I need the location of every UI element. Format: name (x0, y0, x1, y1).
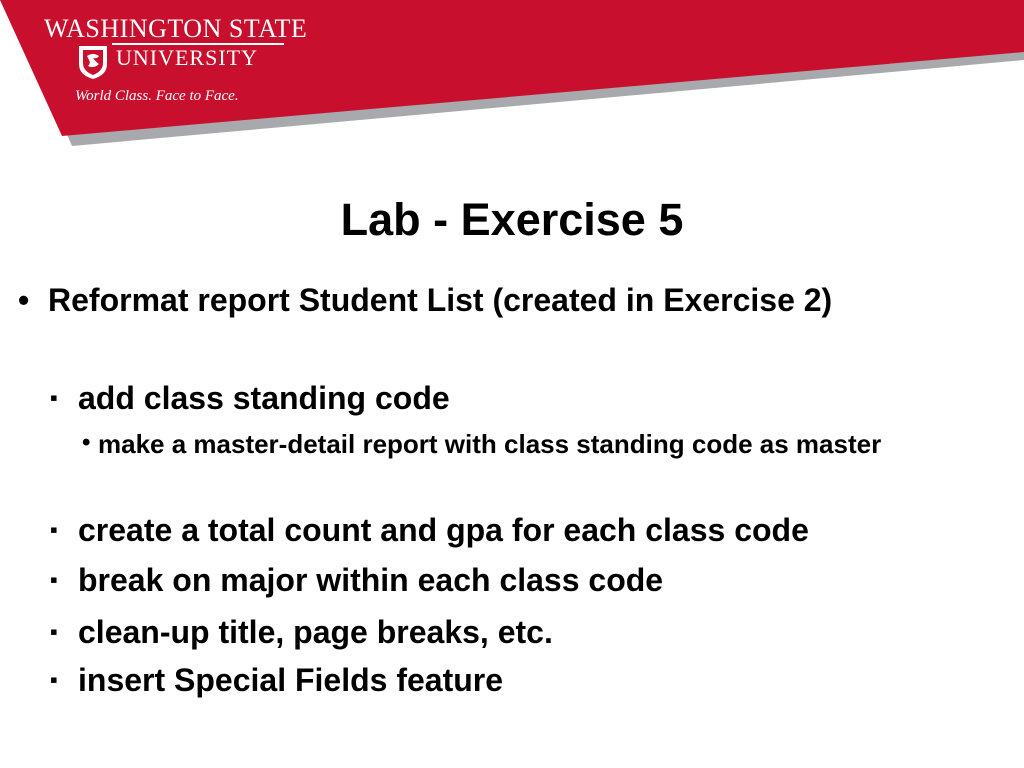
university-name-line1: WASHINGTON STATE (44, 14, 308, 43)
bullet-marker: • (18, 282, 30, 318)
university-name-line2: UNIVERSITY (116, 45, 258, 70)
square-bullet-marker: ▪ (50, 619, 58, 644)
cougar-seal-icon (76, 44, 110, 80)
tagline: World Class. Face to Face. (75, 88, 239, 104)
bullet-text: add class standing code (78, 380, 450, 416)
bullet-text: make a master-detail report with class standing code as master (98, 429, 882, 459)
slide-title: Lab - Exercise 5 (340, 194, 684, 245)
bullet-text: clean-up title, page breaks, etc. (78, 614, 553, 650)
bullet-text: insert Special Fields feature (78, 662, 504, 698)
bullet-text: break on major within each class code (78, 562, 664, 598)
square-bullet-marker: ▪ (50, 667, 58, 692)
square-bullet-marker: ▪ (50, 385, 58, 410)
bullet-text: create a total count and gpa for each class code (78, 512, 809, 548)
bullet-marker: • (82, 429, 91, 456)
square-bullet-marker: ▪ (50, 567, 58, 592)
square-bullet-marker: ▪ (50, 517, 58, 542)
bullet-item-level1: Reformat report Student List (created in Exercise 2) (48, 282, 833, 318)
